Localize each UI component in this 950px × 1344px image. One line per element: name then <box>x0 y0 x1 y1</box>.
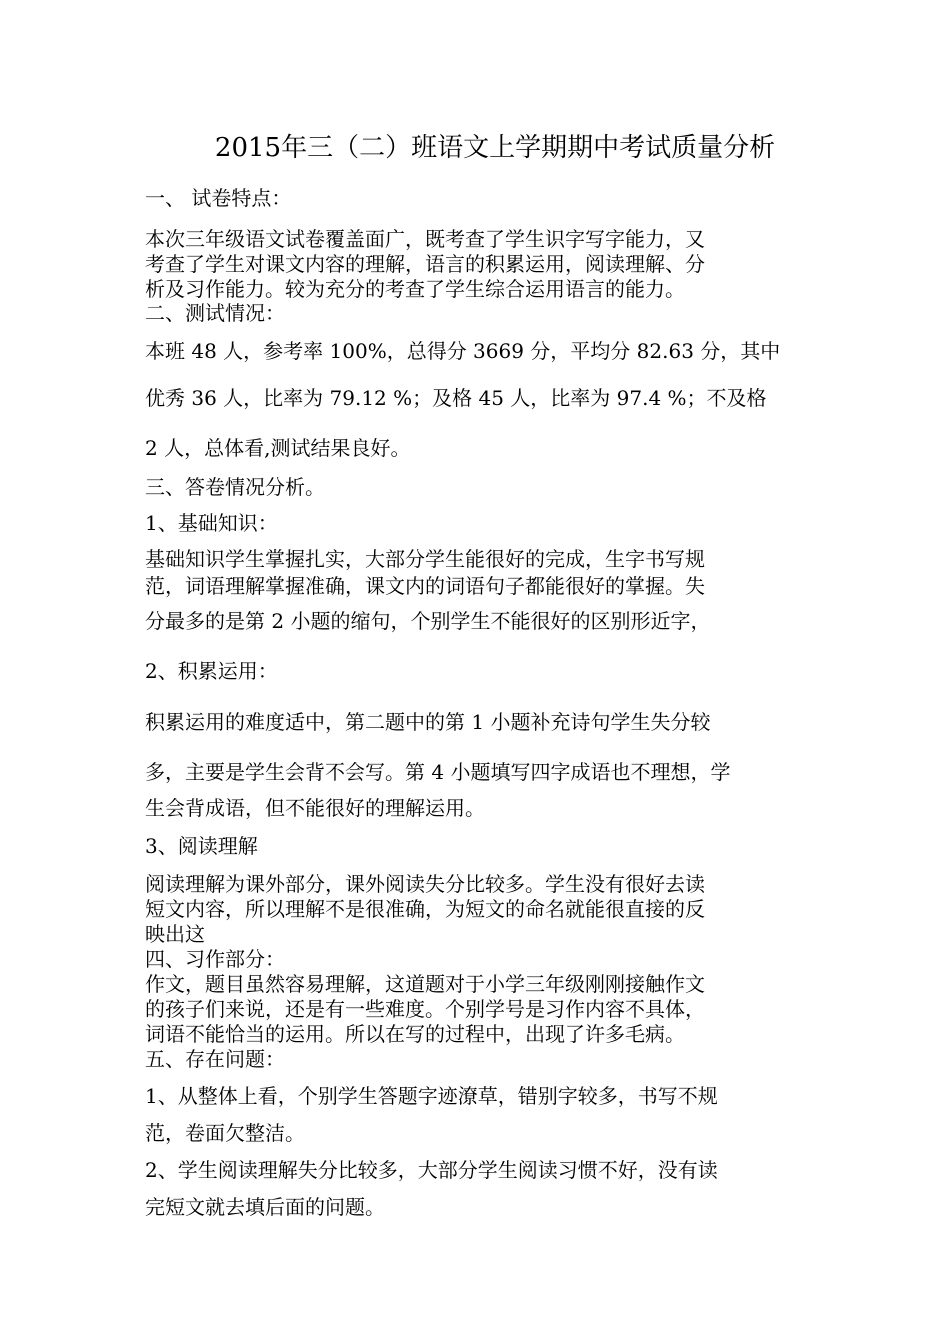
section-3-3-line-2: 短文内容，所以理解不是很准确，为短文的命名就能很直接的反 <box>145 897 705 921</box>
section-3-2-line-3: 生会背成语，但不能很好的理解运用。 <box>145 796 485 820</box>
section-3-1-line-1: 基础知识学生掌握扎实，大部分学生能很好的完成，生字书写规 <box>145 547 705 571</box>
section-2-line-3: 2 人，总体看,测试结果良好。 <box>145 436 411 460</box>
section-3-heading: 三、答卷情况分析。 <box>145 475 325 499</box>
section-5-heading: 五、存在问题： <box>145 1047 285 1071</box>
section-4-line-1: 作文，题目虽然容易理解，这道题对于小学三年级刚刚接触作文 <box>145 972 705 996</box>
section-5-line-4: 完短文就去填后面的问题。 <box>145 1195 385 1219</box>
section-1-heading: 一、 试卷特点： <box>145 186 292 210</box>
section-3-2-line-2: 多，主要是学生会背不会写。第 4 小题填写四字成语也不理想，学 <box>145 760 731 784</box>
section-3-1-line-3: 分最多的是第 2 小题的缩句，个别学生不能很好的区别形近字， <box>145 609 711 633</box>
section-5-line-3: 2、学生阅读理解失分比较多，大部分学生阅读习惯不好，没有读 <box>145 1158 718 1182</box>
section-4-line-2: 的孩子们来说，还是有一些难度。个别学号是习作内容不具体， <box>145 997 705 1021</box>
section-2-line-1: 本班 48 人，参考率 100%，总得分 3669 分，平均分 82.63 分，其中 <box>145 339 781 363</box>
section-3-3-line-3: 映出这 <box>145 922 205 946</box>
section-1-line-2: 考查了学生对课文内容的理解，语言的积累运用，阅读理解、分 <box>145 252 705 276</box>
section-3-2-heading: 2、积累运用： <box>145 659 278 683</box>
section-1-line-1: 本次三年级语文试卷覆盖面广，既考查了学生识字写字能力，又 <box>145 227 705 251</box>
section-4-line-3: 词语不能恰当的运用。所以在写的过程中，出现了许多毛病。 <box>145 1022 685 1046</box>
section-3-2-line-1: 积累运用的难度适中，第二题中的第 1 小题补充诗句学生失分较 <box>145 710 711 734</box>
document-title: 2015年三（二）班语文上学期期中考试质量分析 <box>214 133 776 163</box>
section-5-line-1: 1、从整体上看，个别学生答题字迹潦草，错别字较多，书写不规 <box>145 1084 718 1108</box>
section-3-3-line-1: 阅读理解为课外部分，课外阅读失分比较多。学生没有很好去读 <box>145 872 705 896</box>
section-4-heading: 四、习作部分： <box>145 947 285 971</box>
section-1-line-3: 析及习作能力。较为充分的考查了学生综合运用语言的能力。 <box>145 277 685 301</box>
section-2-heading: 二、测试情况： <box>145 301 285 325</box>
section-3-1-heading: 1、基础知识： <box>145 511 278 535</box>
section-3-3-heading: 3、阅读理解 <box>145 834 258 858</box>
section-5-line-2: 范，卷面欠整洁。 <box>145 1121 305 1145</box>
section-2-line-2: 优秀 36 人，比率为 79.12 %；及格 45 人，比率为 97.4 %；不及格 <box>145 386 767 410</box>
section-3-1-line-2: 范，词语理解掌握准确，课文内的词语句子都能很好的掌握。失 <box>145 574 705 598</box>
